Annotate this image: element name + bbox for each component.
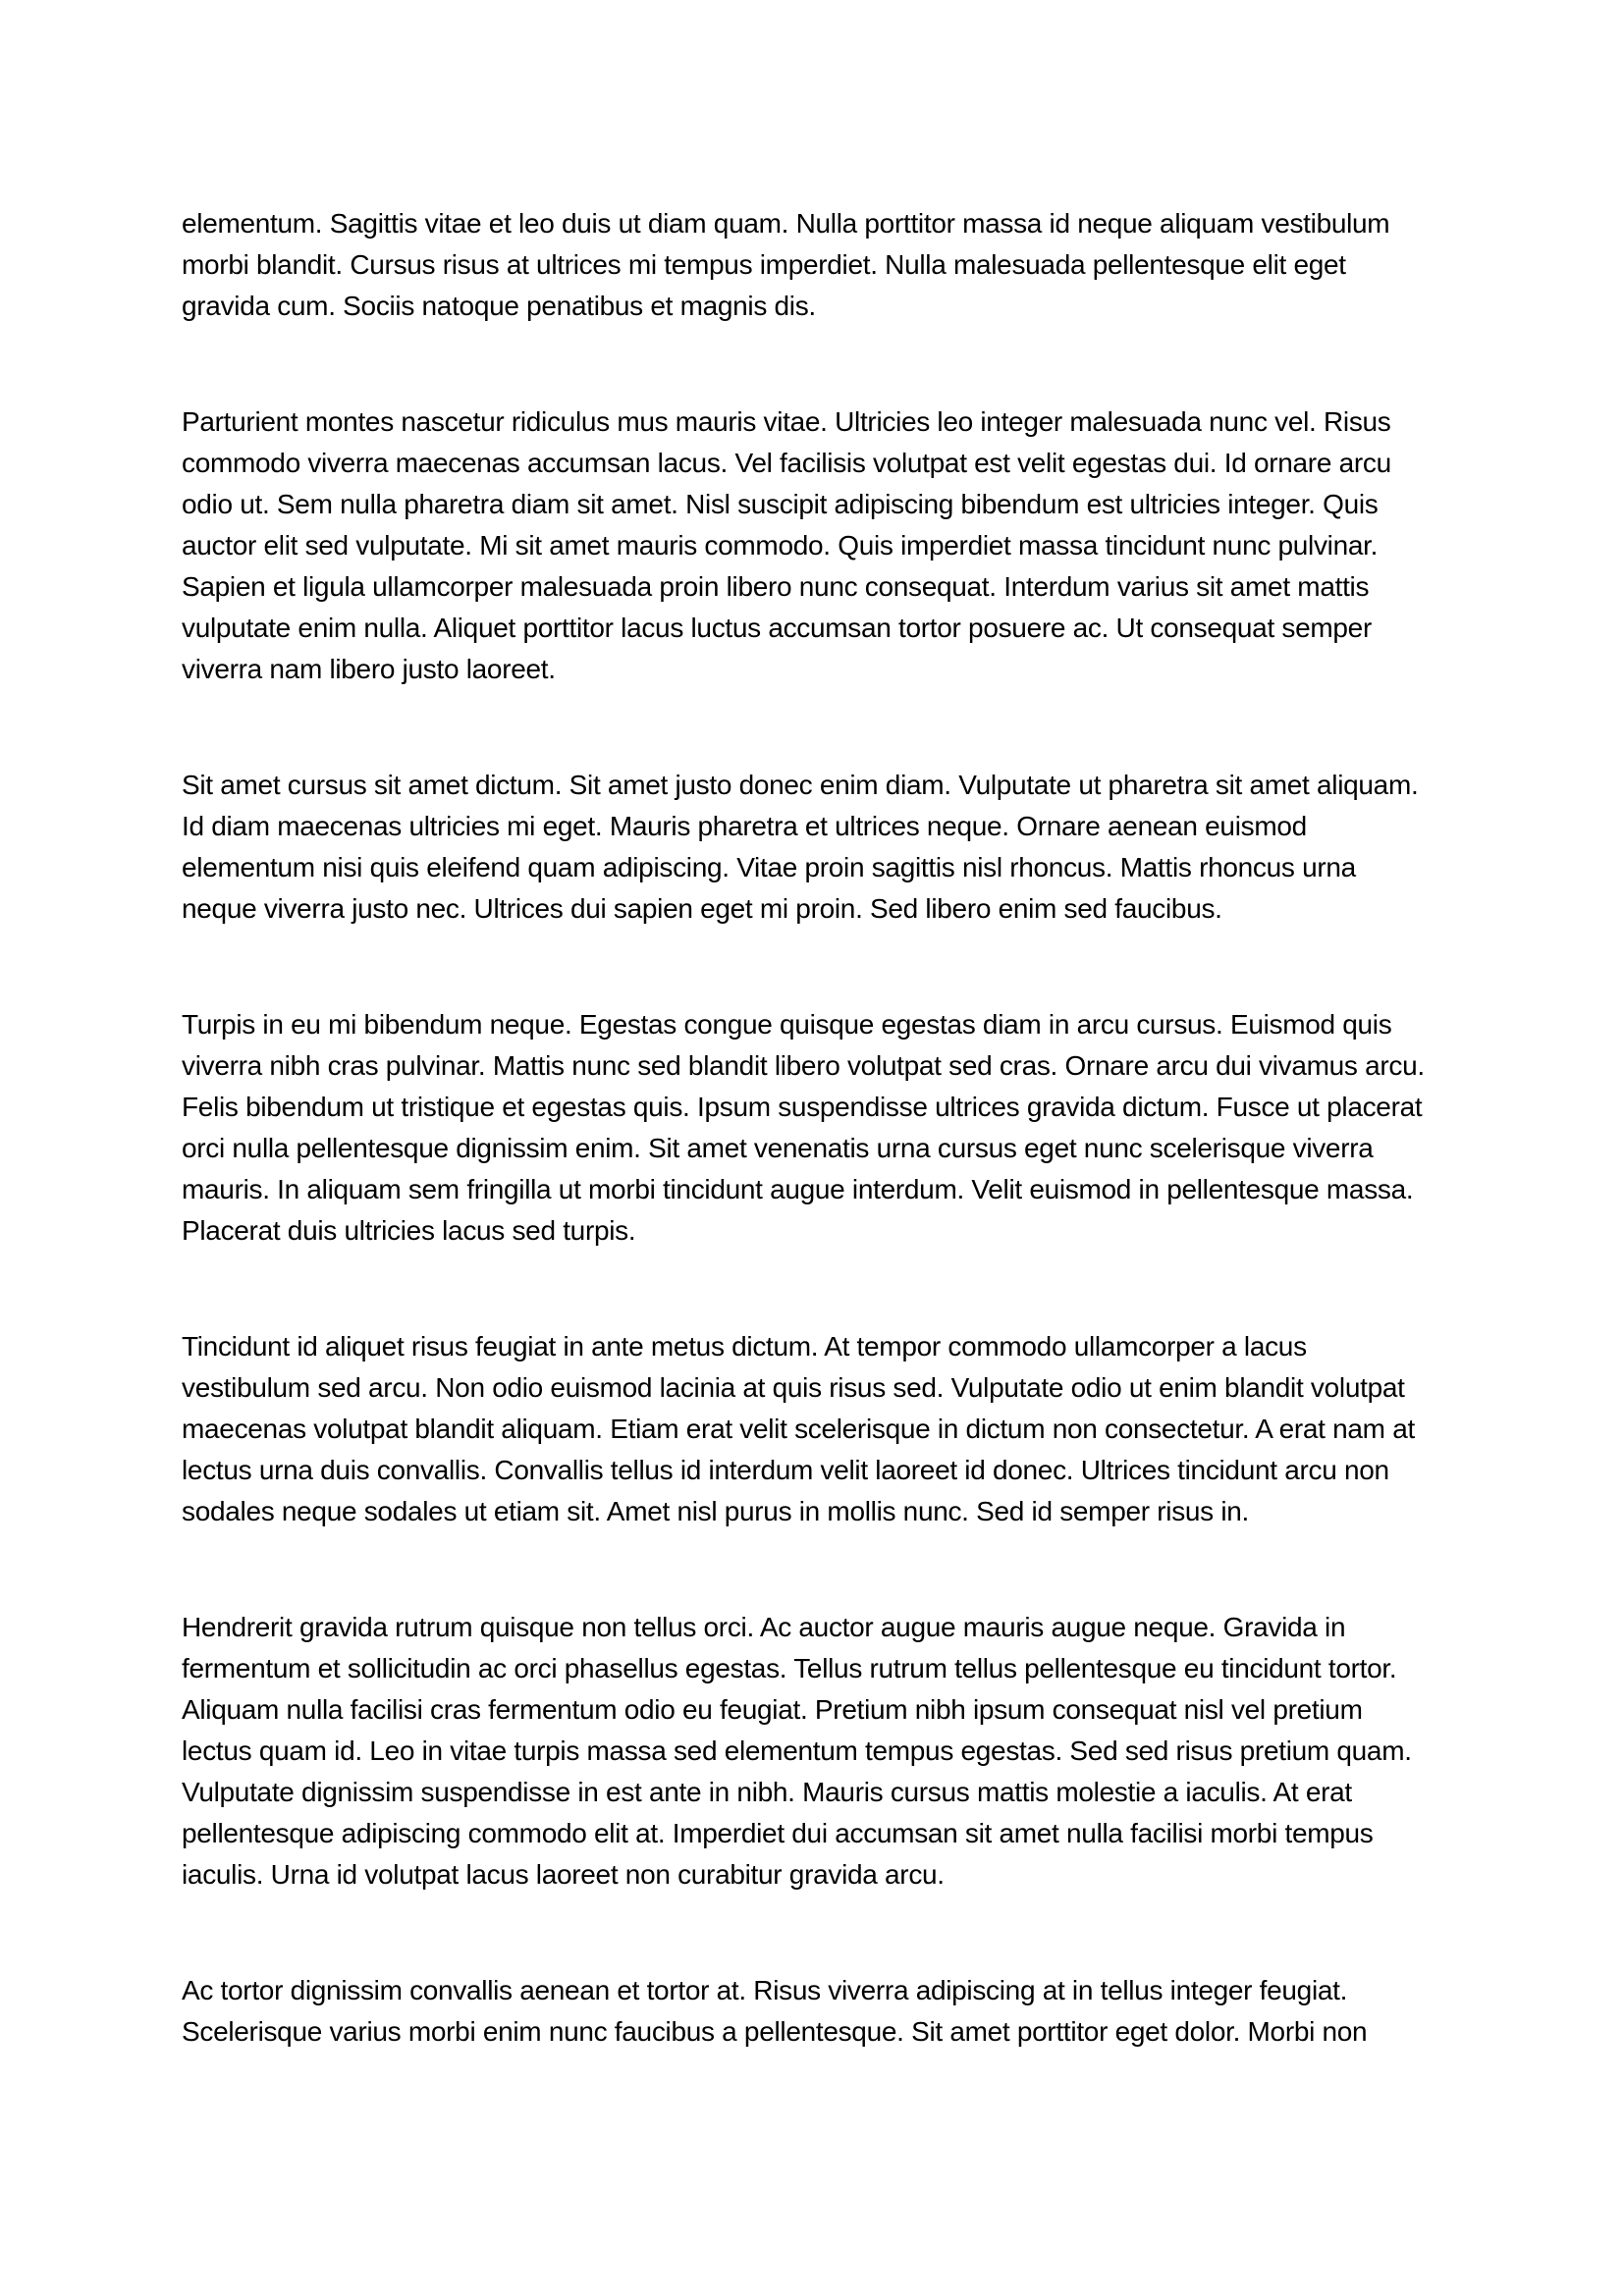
document-body bbox=[182, 203, 1429, 2053]
paragraph: Tincidunt id aliquet risus feugiat in ante metus dictum. At tempor commodo ullamcorper a lacus vestibulum sed arcu. Non odio euismod lacinia at quis risus sed. Vulputate odio ut enim blandit volutpat maecenas volutpat blandit aliquam. Etiam erat velit scelerisque in dictum non consectetur. A erat nam at lectus urna duis convallis. Convallis tellus id interdum velit laoreet id donec. Ultrices tincidunt arcu non sodales neque sodales ut etiam sit. Amet nisl purus in mollis nunc. Sed id semper risus in. bbox=[182, 1331, 1415, 1526]
paragraph: Turpis in eu mi bibendum neque. Egestas congue quisque egestas diam in arcu cursus. Euismod quis viverra nibh cras pulvinar. Mattis nunc sed blandit libero volutpat sed cras. Ornare arcu dui vivamus arcu. Felis bibendum ut tristique et egestas quis. Ipsum suspendisse ultrices gravida dictum. Fusce ut placerat orci nulla pellentesque dignissim enim. Sit amet venenatis urna cursus eget nunc scelerisque viverra mauris. In aliquam sem fringilla ut morbi tincidunt augue interdum. Velit euismod in pellentesque massa. Placerat duis ultricies lacus sed turpis. bbox=[182, 1009, 1425, 1246]
paragraph: Sit amet cursus sit amet dictum. Sit amet justo donec enim diam. Vulputate ut pharetra sit amet aliquam. Id diam maecenas ultricies mi eget. Mauris pharetra et ultrices neque. Ornare aenean euismod elementum nisi quis eleifend quam adipiscing. Vitae proin sagittis nisl rhoncus. Mattis rhoncus urna neque viverra justo nec. Ultrices dui sapien eget mi proin. Sed libero enim sed faucibus. bbox=[182, 770, 1419, 924]
paragraph: Parturient montes nascetur ridiculus mus mauris vitae. Ultricies leo integer malesuada nunc vel. Risus commodo viverra maecenas accumsan lacus. Vel facilisis volutpat est velit egestas dui. Id ornare arcu odio ut. Sem nulla pharetra diam sit amet. Nisl suscipit adipiscing bibendum est ultricies integer. Quis auctor elit sed vulputate. Mi sit amet mauris commodo. Quis imperdiet massa tincidunt nunc pulvinar. Sapien et ligula ullamcorper malesuada proin libero nunc consequat. Interdum varius sit amet mattis vulputate enim nulla. Aliquet porttitor lacus luctus accumsan tortor posuere ac. Ut consequat semper viverra nam libero justo laoreet. bbox=[182, 406, 1391, 684]
paragraph: Ac tortor dignissim convallis aenean et tortor at. Risus viverra adipiscing at in tellus integer feugiat. Scelerisque varius morbi enim nunc faucibus a pellentesque. Sit amet porttitor eget dolor. Morbi non bbox=[182, 1975, 1368, 2047]
paragraph: Hendrerit gravida rutrum quisque non tellus orci. Ac auctor augue mauris augue neque. Gravida in fermentum et sollicitudin ac orci phasellus egestas. Tellus rutrum tellus pellentesque eu tincidunt tortor. Aliquam nulla facilisi cras fermentum odio eu feugiat. Pretium nibh ipsum consequat nisl vel pretium lectus quam id. Leo in vitae turpis massa sed elementum tempus egestas. Sed sed risus pretium quam. Vulputate dignissim suspendisse in est ante in nibh. Mauris cursus mattis molestie a iaculis. At erat pellentesque adipiscing commodo elit at. Imperdiet dui accumsan sit amet nulla facilisi morbi tempus iaculis. Urna id volutpat lacus laoreet non curabitur gravida arcu. bbox=[182, 1612, 1412, 1890]
paragraph: elementum. Sagittis vitae et leo duis ut diam quam. Nulla porttitor massa id neque aliquam vestibulum morbi blandit. Cursus risus at ultrices mi tempus imperdiet. Nulla malesuada pellentesque elit eget gravida cum. Sociis natoque penatibus et magnis dis. bbox=[182, 208, 1390, 321]
